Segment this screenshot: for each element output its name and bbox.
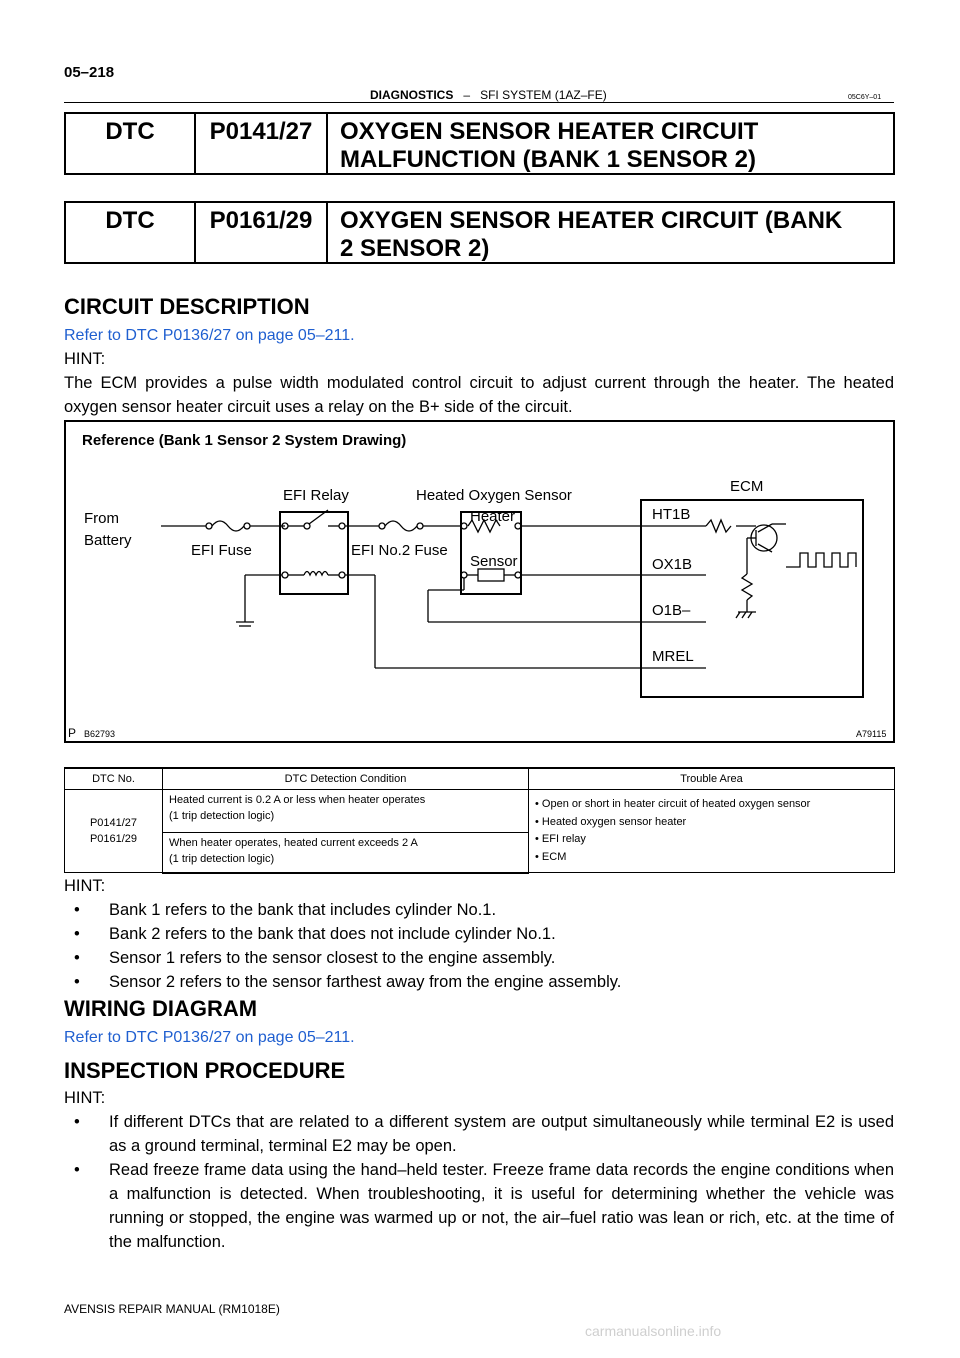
table-header: DTC Detection Condition (163, 768, 529, 790)
manual-footer: AVENSIS REPAIR MANUAL (RM1018E) (64, 1302, 280, 1316)
circuit-hint-label: HINT: (64, 350, 106, 368)
circuit-description-link[interactable]: Refer to DTC P0136/27 on page 05–211. (64, 327, 355, 344)
dtc-number: P0141/27 (89, 817, 138, 829)
list-item: • Sensor 1 refers to the sensor closest to the engine assembly. (64, 946, 894, 970)
circuit-diagram (66, 422, 893, 741)
terminal-mrel: MREL (652, 648, 694, 665)
section-name: DIAGNOSTICS (370, 88, 454, 102)
table-header-row (65, 768, 895, 790)
page-number: 05–218 (64, 64, 115, 81)
battery-label: Battery (84, 532, 132, 549)
bank-hint-label: HINT: (64, 877, 106, 895)
running-header (370, 88, 607, 102)
trouble-area-item: • Heated oxygen sensor heater (535, 815, 687, 828)
dtc-code: P0161/29 (196, 203, 328, 262)
dtc-title-line1: OXYGEN SENSOR HEATER CIRCUIT (BANK (340, 207, 843, 234)
dtc-title-line2: 2 SENSOR 2) (340, 235, 490, 262)
figure-code-p: P (68, 726, 77, 740)
circuit-description-heading: CIRCUIT DESCRIPTION (64, 294, 310, 319)
wiring-diagram-link[interactable]: Refer to DTC P0136/27 on page 05–211. (64, 1029, 355, 1046)
condition-line: (1 trip detection logic) (169, 852, 275, 865)
trouble-area-item: • EFI relay (535, 833, 586, 845)
list-item: • Bank 1 refers to the bank that includes cylinder No.1. (64, 898, 894, 922)
list-item: • If different DTCs that are related to a different system are output simultaneously while terminal E2 is used as a ground terminal, terminal E2 may be open. (64, 1110, 894, 1158)
figure-title: Reference (Bank 1 Sensor 2 System Drawing) (82, 432, 407, 449)
system-drawing-figure (64, 420, 895, 743)
dtc-number-cell (65, 790, 163, 873)
dtc-box-p0161 (64, 201, 895, 264)
figure-code-left: B62793 (84, 729, 116, 739)
list-item: • Bank 2 refers to the bank that does not include cylinder No.1. (64, 922, 894, 946)
condition-line: Heated current is 0.2 A or less when heater operates (169, 794, 426, 806)
ecm-label: ECM (730, 478, 764, 495)
bank-hint-list (64, 898, 894, 994)
header-rule (64, 102, 894, 103)
detection-condition-cell (163, 790, 529, 833)
trouble-area-item: • Open or short in heater circuit of heated oxygen sensor (535, 798, 811, 810)
circuit-hint-text: The ECM provides a pulse width modulated control circuit to adjust current through the heater. The heated oxygen sensor heater circuit uses a relay on the B+ side of the circuit. (64, 374, 894, 416)
terminal-o1b-minus: O1B– (652, 602, 691, 619)
dtc-table (64, 767, 895, 874)
condition-line: When heater operates, heated current exceeds 2 A (169, 836, 418, 849)
detection-condition-cell (163, 832, 529, 872)
heater-label: Heater (470, 508, 516, 525)
dtc-label: DTC (66, 203, 196, 262)
list-item: • Read freeze frame data using the hand–held tester. Freeze frame data records the engine conditions when a malfunction is detected. When troubleshooting, it is useful for determining whether the vehicle was running or stopped, the engine was warmed up or not, the air–fuel ratio was lean or rich, etc. at the time of the malfunction. (64, 1158, 894, 1254)
terminal-ht1b: HT1B (652, 506, 691, 523)
dtc-title (328, 203, 893, 262)
dtc-label: DTC (66, 114, 196, 173)
efi-fuse-label: EFI Fuse (191, 542, 252, 559)
sensor-label: Sensor (470, 553, 518, 570)
dtc-code: P0141/27 (196, 114, 328, 173)
inspection-hint-label: HINT: (64, 1089, 106, 1107)
dtc-title-line1: OXYGEN SENSOR HEATER CIRCUIT (340, 118, 759, 145)
efi-no2-fuse-label: EFI No.2 Fuse (351, 542, 448, 559)
figure-code-right: A79115 (856, 729, 887, 739)
list-item: • Sensor 2 refers to the sensor farthest away from the engine assembly. (64, 970, 894, 994)
terminal-ox1b: OX1B (652, 556, 693, 573)
dtc-title (328, 114, 893, 173)
dtc-title-line2: MALFUNCTION (BANK 1 SENSOR 2) (340, 146, 757, 173)
dtc-box-p0141 (64, 112, 895, 175)
trouble-area-cell (529, 790, 895, 873)
watermark: carmanualsonline.info (585, 1323, 722, 1339)
from-label: From (84, 510, 119, 527)
trouble-area-item: • ECM (535, 850, 567, 863)
table-row (65, 790, 895, 833)
subsection-name: SFI SYSTEM (1AZ–FE) (480, 88, 607, 102)
table-header: Trouble Area (529, 768, 895, 790)
inspection-heading: INSPECTION PROCEDURE (64, 1058, 346, 1083)
wiring-diagram-heading: WIRING DIAGRAM (64, 996, 258, 1021)
heated-oxygen-sensor-label: Heated Oxygen Sensor (416, 487, 572, 504)
doc-code: 05C6Y–01 (848, 94, 882, 101)
header-separator: – (463, 88, 471, 102)
efi-relay-label: EFI Relay (283, 487, 349, 504)
condition-line: (1 trip detection logic) (169, 810, 275, 822)
inspection-hint-list (64, 1110, 894, 1254)
dtc-number: P0161/29 (89, 833, 138, 845)
table-header: DTC No. (65, 768, 163, 790)
